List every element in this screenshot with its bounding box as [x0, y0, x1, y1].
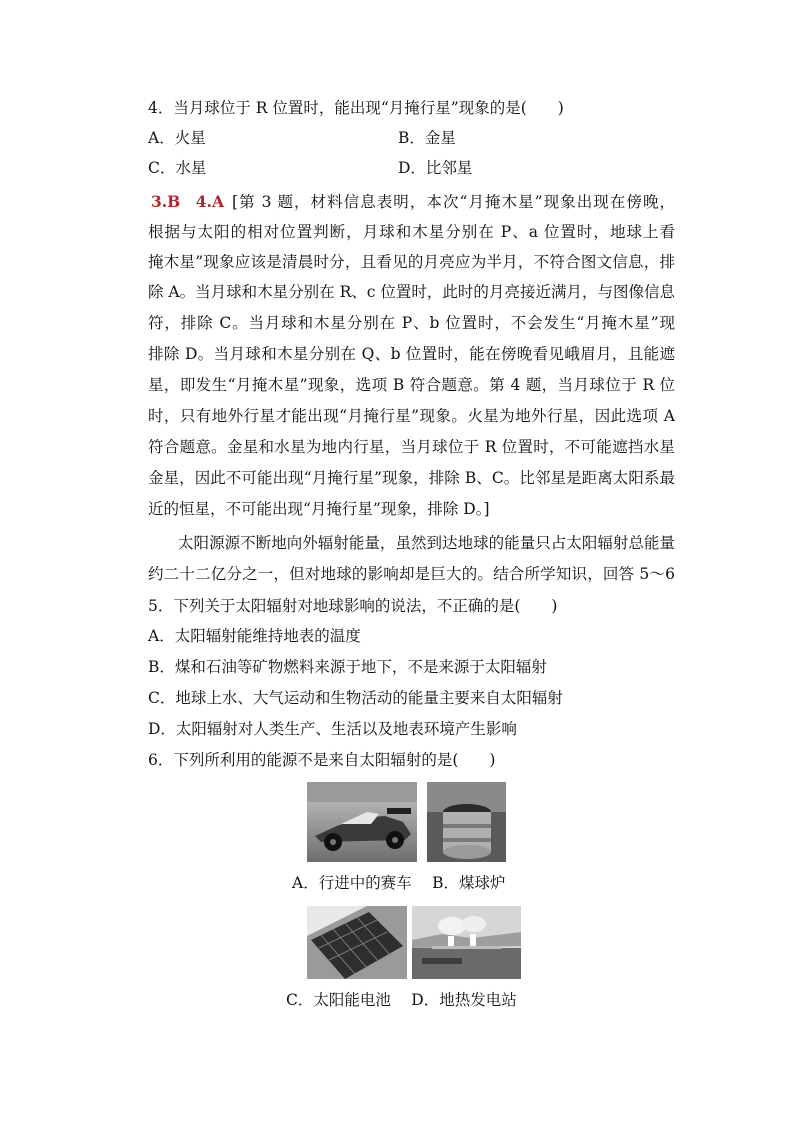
question-5-stem: 5．下列关于太阳辐射对地球影响的说法，不正确的是( ) [148, 597, 558, 615]
material-line-2: 约二十二亿分之一，但对地球的影响却是巨大的。结合所学知识，回答 5～6 [148, 565, 675, 583]
answer-line-6: 排除 D。当月球和木星分别在 Q、b 位置时，能在傍晚看见峨眉月，且能遮 [148, 345, 675, 363]
question-6-stem: 6．下列所利用的能源不是来自太阳辐射的是( ) [148, 751, 496, 769]
answer-line-2: 根据与太阳的相对位置判断，月球和木星分别在 P、a 位置时，地球上看 [148, 223, 675, 241]
solar-panel-icon [307, 906, 407, 979]
answer-line-7: 星，即发生“月掩木星”现象，选项 B 符合题意。第 4 题，当月球位于 R 位 [148, 376, 675, 394]
question-4-option-d: D．比邻星 [398, 159, 473, 177]
question-5-option-a: A．太阳辐射能维持地表的温度 [148, 627, 361, 645]
question-4-option-c: C．水星 [148, 159, 207, 177]
solar-panel-photo [307, 906, 407, 979]
answer-line-8: 时，只有地外行星才能出现“月掩行星”现象。火星为地外行星，因此选项 A [148, 407, 675, 425]
answer-line-11: 近的恒星，不可能出现“月掩行星”现象，排除 D。] [148, 500, 490, 518]
answer-key-text: 3.B 4.A [151, 192, 224, 211]
question-4-stem: 4．当月球位于 R 位置时，能出现“月掩行星”现象的是( ) [148, 99, 564, 117]
answer-line-5: 符，排除 C。当月球和木星分别在 P、b 位置时，不会发生“月掩木星”现 [148, 314, 675, 332]
q6-caption-row-1: A．行进中的赛车 B．煤球炉 [292, 874, 506, 892]
race-car-icon [307, 782, 417, 862]
material-line-1: 太阳源源不断地向外辐射能量，虽然到达地球的能量只占太阳辐射总能量 [178, 534, 675, 552]
race-car-photo [307, 782, 417, 862]
answer-line-9: 符合题意。金星和水星为地内行星，当月球位于 R 位置时，不可能遮挡水星 [148, 438, 675, 456]
question-5-option-c: C．地球上水、大气运动和生物活动的能量主要来自太阳辐射 [148, 689, 563, 707]
coal-stove-icon [427, 782, 506, 862]
question-5-option-d: D．太阳辐射对人类生产、生活以及地表环境产生影响 [148, 720, 517, 738]
coal-stove-photo [427, 782, 506, 862]
answer-line-10: 金星，因此不可能出现“月掩行星”现象，排除 B、C。比邻星是距离太阳系最 [148, 469, 675, 487]
answer-line-4: 除 A。当月球和木星分别在 R、c 位置时，此时的月亮接近满月，与图像信息 [148, 283, 675, 301]
question-5-option-b: B．煤和石油等矿物燃料来源于地下，不是来源于太阳辐射 [148, 658, 547, 676]
geothermal-station-icon [412, 906, 521, 979]
answer-line-1: [第 3 题，材料信息表明，本次“月掩木星”现象出现在傍晚， [232, 193, 675, 211]
question-4-option-b: B．金星 [398, 129, 456, 147]
q6-caption-row-2: C．太阳能电池 D．地热发电站 [286, 991, 517, 1009]
answer-line-3: 掩木星”现象应该是清晨时分，且看见的月亮应为半月，不符合图文信息，排 [148, 253, 675, 271]
answer-key [151, 192, 224, 212]
question-4-option-a: A．火星 [148, 129, 206, 147]
geothermal-station-photo [412, 906, 521, 979]
